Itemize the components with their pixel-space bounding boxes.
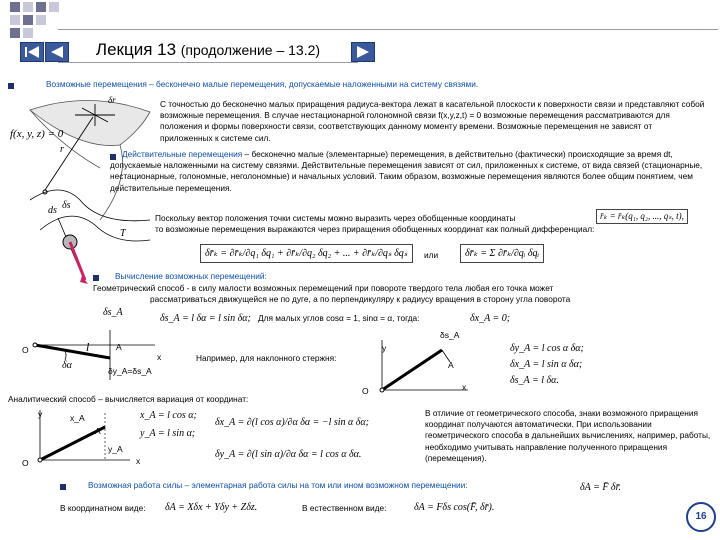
label-x: x	[157, 352, 162, 362]
label-T: T	[120, 228, 126, 239]
decor-square	[49, 2, 59, 12]
label-dels: δs	[62, 200, 71, 211]
formula-inc-s: δs_A = l δα.	[510, 375, 559, 386]
formula-xA: x_A = l cos α;	[140, 410, 197, 421]
decor-square	[23, 28, 33, 38]
decor-square	[36, 15, 46, 25]
label-l: l	[86, 340, 90, 354]
formula-inc-y: δy_A = l cos α δα;	[510, 343, 584, 354]
decor-square	[36, 2, 46, 12]
word-or: или	[424, 250, 439, 260]
formula-small: δx_A = 0;	[470, 313, 511, 324]
formula-constraint: f(x, y, z) = 0	[10, 128, 64, 140]
formula-ds: δs_A = l δα = l sin δα;	[160, 313, 251, 324]
label-yA: y_A	[108, 444, 123, 454]
geom-text-1: Геометрический способ - в силу малости возможных перемещений при повороте твердого тела любая его точка может	[93, 283, 554, 293]
page-number: 16	[686, 502, 716, 532]
decor-square	[10, 28, 20, 38]
label-A: A	[116, 342, 122, 352]
formula-dyA: δy_A = ∂(l sin α)/∂α δα = l cos α δα.	[215, 449, 362, 460]
skip-back-icon	[21, 43, 43, 61]
title-underline	[58, 62, 358, 63]
bullet	[8, 83, 14, 89]
decor-square	[10, 15, 20, 25]
label-dalpha: δα	[62, 360, 72, 371]
section4-heading: Возможная работа силы – элементарная работа силы на том или ином возможном перемещении:	[88, 480, 468, 490]
analytic-note: В отличие от геометрического способа, знаки возможного приращения координат получаются автоматически. При использовании геометрического способа в дальнейших вычислениях, например, работы, необходимо учитывать направление полученного приращения (перемещения).	[425, 408, 711, 463]
label-O-analytic: O	[22, 458, 29, 468]
formula-inc-x: δx_A = l sin α δα;	[510, 359, 583, 370]
decor-square	[23, 2, 33, 12]
label-y-analytic: y	[38, 409, 43, 419]
decor-square	[10, 2, 20, 12]
title-paren: (продолжение – 13.2)	[180, 42, 321, 58]
decor-square	[23, 15, 33, 25]
small-angle-text: Для малых углов cosα = 1, sinα = α, тогда:	[258, 313, 420, 323]
bullet	[93, 275, 99, 281]
constraint-surface-diagram	[0, 90, 160, 300]
label-r: r	[60, 144, 64, 155]
natural-label: В естественном виде:	[302, 503, 387, 513]
formula-work: δA = F̄ δr̄.	[580, 482, 621, 493]
label-O: O	[22, 345, 29, 355]
formula-natural: δA = Fδs cos(F̄, δr̄).	[414, 502, 495, 513]
label-dsA-inclined: δs_A	[440, 330, 460, 340]
label-dyA: δy_A=δs_A	[108, 366, 152, 376]
section2-heading: Действительные перемещения	[122, 149, 243, 159]
header-rule	[58, 29, 718, 30]
label-dsA: δs_A	[103, 307, 123, 318]
section3-heading: Вычисление возможных перемещений:	[115, 271, 267, 281]
label-x-inclined: x	[462, 382, 467, 392]
label-y: y	[382, 343, 387, 353]
label-A-inclined: A	[448, 360, 454, 370]
formula-dr: δr̄ₖ = ∂r̄ₖ/∂q₁ δq₁ + ∂r̄ₖ/∂q₂ δq₂ + ... + ∂r̄ₖ/∂qₛ δqₛ	[200, 244, 413, 263]
geom-text-2: рассматриваться движущейся не по дуге, а по перпендикуляру к радиусу вращения в сторону угла поворота	[150, 294, 571, 304]
label-ds: ds	[48, 205, 57, 216]
page-title	[58, 40, 358, 60]
formula-sum: δr̄ₖ = Σ ∂r̄ₖ/∂qᵢ δqᵢ	[460, 244, 544, 263]
title-main: Лекция 13	[95, 40, 181, 59]
gen-text-2: то возможные перемещения выражаются через приращения обобщенных координат как полный дифференциал:	[155, 224, 595, 234]
label-delta-r: δr	[108, 95, 116, 105]
incline-text: Например, для наклонного стержня:	[196, 353, 337, 363]
coord-label: В координатном виде:	[60, 503, 146, 513]
gen-text-1: Поскольку вектор положения точки системы можно выразить через обобщенные координаты	[155, 213, 516, 223]
analytic-text: Аналитический способ – вычисляется вариация от координат:	[8, 394, 249, 404]
label-x-analytic: x	[136, 456, 141, 466]
section1-heading: Возможные перемещения – бесконечно малые перемещения, допускаемые наложенными на систему связями.	[46, 79, 479, 89]
formula-r: r̄ₖ = r̄ₖ(q₁, q₂, ..., qₛ, t),	[596, 209, 688, 224]
section1-text: С точностью до бесконечно малых приращения радиуса-вектора лежат в касательной плоскости к поверхности связи и представляют собой возможные перемещения. В случае нестационарной голономной связи f(x,y,z,t) = 0 возможные перемещения рассматриваются для положения и формы поверхности связи, соответствующих данному моменту времени. Возможные перемещения не зависят от приложенных к системе сил.	[160, 99, 705, 143]
section2-body: – бесконечно малые (элементарные) перемещения, в действительно (фактически) происходящие за время dt, допускаемые наложенными на систему связями. Действительные перемещения зависят от сил, приложенных к системе, от вида связей (стационарные, нестационарные, голономные, неголономные) и начальных условий. Таким образом, возможные перемещения являются более общим понятием, чем действительные перемещения.	[110, 149, 703, 193]
label-O-inclined: O	[362, 386, 369, 396]
formula-yA: y_A = l sin α;	[140, 428, 196, 439]
nav-first-button[interactable]	[20, 42, 44, 62]
section2-text	[110, 149, 710, 194]
bullet	[60, 484, 66, 490]
formula-coord: δA = Xδx + Yδy + Zδz.	[165, 502, 258, 513]
label-A-analytic: A	[95, 426, 101, 436]
formula-dxA: δx_A = ∂(l cos α)/∂α δα = −l sin α δα;	[215, 417, 370, 428]
label-xA: x_A	[70, 413, 85, 423]
